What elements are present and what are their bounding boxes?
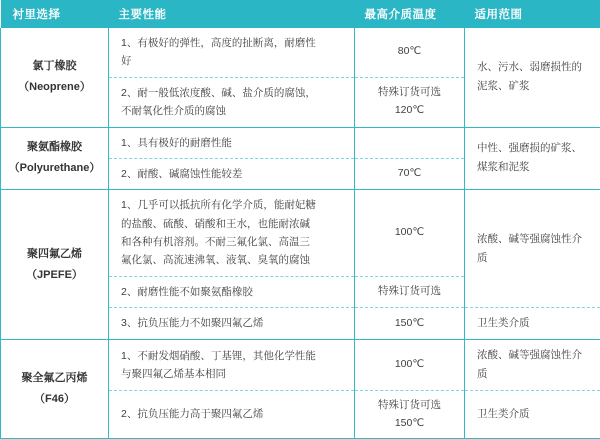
temperature-cell: 100℃ (355, 340, 465, 391)
table-body (1, 28, 600, 439)
table-row (1, 28, 600, 77)
lining-name-cell: 聚氨酯橡胶 （Polyurethane） (1, 127, 109, 190)
column-header-lining: 衬里选择 (1, 0, 109, 28)
performance-cell: 1、有极好的弹性，高度的扯断离，耐磨性 好 (109, 28, 355, 77)
temperature-cell: 70℃ (355, 158, 465, 189)
column-header-max-temperature: 最高介质温度 (355, 0, 465, 28)
scope-cell: 浓酸、碱等强腐蚀性介 质 (465, 190, 600, 308)
performance-cell: 2、耐磨性能不如聚氨酯橡胶 (109, 276, 355, 307)
lining-name-cell: 聚全氟乙丙烯 （F46） (1, 340, 109, 439)
temperature-cell: 特殊订货可选 (355, 276, 465, 307)
temperature-cell: 80℃ (355, 28, 465, 77)
temperature-cell: 特殊订货可选 150℃ (355, 390, 465, 439)
performance-cell: 2、耐酸、碱腐蚀性能较差 (109, 158, 355, 189)
table-row (1, 340, 600, 391)
lining-name-cell: 氯丁橡胶 （Neoprene） (1, 28, 109, 127)
scope-cell: 中性、强磨损的矿浆、 煤浆和泥浆 (465, 127, 600, 190)
table-row (1, 127, 600, 158)
scope-cell: 浓酸、碱等强腐蚀性介 质 (465, 340, 600, 391)
temperature-cell: 100℃ (355, 190, 465, 277)
scope-cell: 水、污水、弱磨损性的 泥浆、矿浆 (465, 28, 600, 127)
temperature-cell (355, 127, 465, 158)
table-header (1, 0, 600, 28)
temperature-cell: 150℃ (355, 308, 465, 340)
column-header-performance: 主要性能 (109, 0, 355, 28)
performance-cell: 3、抗负压能力不如聚四氟乙烯 (109, 308, 355, 340)
temperature-cell: 特殊订货可选 120℃ (355, 77, 465, 127)
performance-cell: 1、几乎可以抵抗所有化学介质，能耐妃糖 的盐酸、硫酸、硝酸和王水，也能耐浓碱 和各种有机溶剂。不耐三氟化氯、高温三 氟化氯、高流速沸氧、液氧、臭氧的腐蚀 (109, 190, 355, 277)
table-row (1, 190, 600, 277)
performance-cell: 1、具有极好的耐磨性能 (109, 127, 355, 158)
scope-cell: 卫生类介质 (465, 390, 600, 439)
lining-name-cell: 聚四氟乙烯 （JPEFE） (1, 190, 109, 340)
performance-cell: 2、耐一般低浓度酸、碱、盐介质的腐蚀， 不耐氧化性介质的腐蚀 (109, 77, 355, 127)
performance-cell: 2、抗负压能力高于聚四氟乙烯 (109, 390, 355, 439)
performance-cell: 1、不耐发烟硝酸、丁基锂，其他化学性能 与聚四氟乙烯基本相同 (109, 340, 355, 391)
scope-cell: 卫生类介质 (465, 308, 600, 340)
column-header-application-scope: 适用范围 (465, 0, 600, 28)
table-header-row (1, 0, 600, 28)
